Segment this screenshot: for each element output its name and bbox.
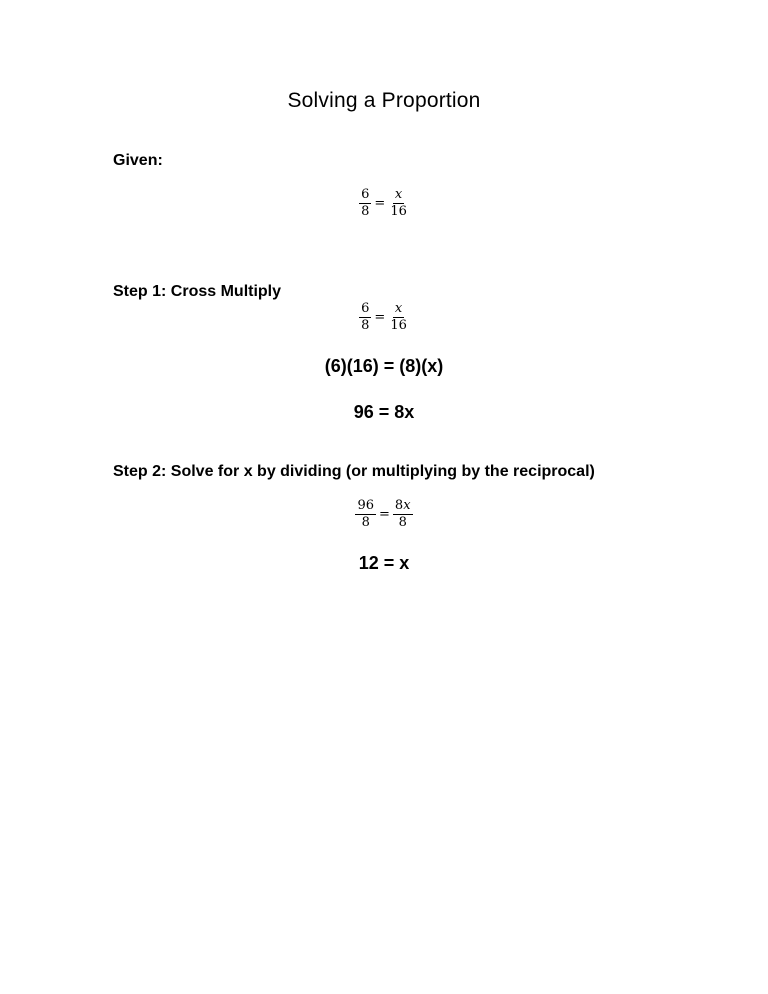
step2-division bbox=[0, 499, 768, 530]
cross-product-equation: (6)(16) = (8)(x) bbox=[324, 356, 444, 376]
fraction-numerator: x bbox=[394, 187, 403, 202]
fraction-denominator: 8 bbox=[361, 318, 370, 333]
page-title: Solving a Proportion bbox=[287, 89, 481, 112]
fraction-numerator bbox=[393, 499, 413, 515]
variable: x bbox=[403, 498, 411, 513]
given-right-fraction bbox=[388, 188, 409, 219]
step1-heading: Step 1: Cross Multiply bbox=[113, 283, 282, 300]
fraction-denominator: 8 bbox=[361, 204, 370, 219]
simplified-equation: 96 = 8x bbox=[353, 402, 415, 422]
step2-right-fraction bbox=[393, 499, 413, 530]
fraction-numerator: 6 bbox=[361, 187, 370, 202]
step1-proportion bbox=[0, 302, 768, 333]
fraction-denominator: 8 bbox=[361, 515, 370, 530]
fraction-numerator: x bbox=[394, 301, 403, 316]
equals-sign: = bbox=[379, 507, 390, 522]
equals-sign: = bbox=[374, 196, 386, 211]
fraction-denominator: 16 bbox=[390, 318, 407, 333]
step2-heading: Step 2: Solve for x by dividing (or multiplying by the reciprocal) bbox=[113, 463, 595, 480]
step1-left-fraction bbox=[359, 302, 371, 333]
fraction-denominator: 16 bbox=[390, 204, 407, 219]
fraction-numerator: 96 bbox=[357, 498, 374, 513]
step1-right-fraction bbox=[388, 302, 409, 333]
coefficient: 8 bbox=[394, 498, 404, 513]
result-equation: 12 = x bbox=[358, 553, 410, 573]
step2-left-fraction bbox=[355, 499, 376, 530]
given-proportion bbox=[0, 188, 768, 219]
given-left-fraction bbox=[359, 188, 371, 219]
given-heading: Given: bbox=[113, 152, 163, 169]
fraction-numerator: 6 bbox=[361, 301, 370, 316]
fraction-denominator: 8 bbox=[398, 515, 407, 530]
equals-sign: = bbox=[374, 310, 386, 325]
